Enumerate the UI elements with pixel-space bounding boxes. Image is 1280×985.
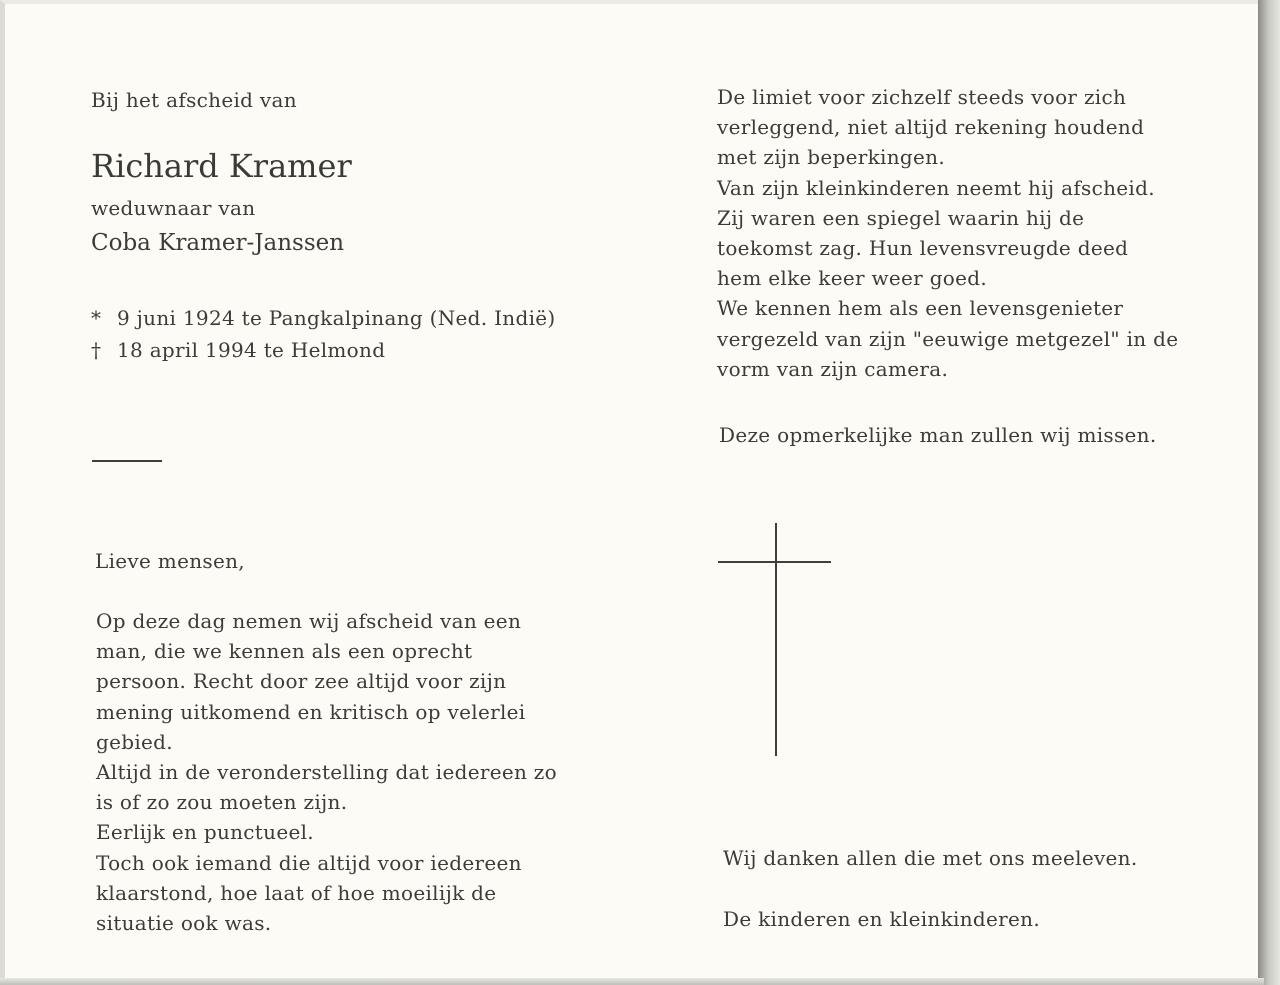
partner-name: Coba Kramer-Janssen xyxy=(91,230,345,256)
letter-body xyxy=(96,606,557,938)
tribute-line: vorm van zijn camera. xyxy=(717,356,949,381)
tribute-line: verleggend, niet altijd rekening houdend xyxy=(717,115,1145,140)
letter-line: man, die we kennen als een oprecht xyxy=(96,639,473,664)
tribute-line: De limiet voor zichzelf steeds voor zich xyxy=(717,85,1127,109)
card-bottom-edge-shadow xyxy=(0,978,1264,985)
birth-row xyxy=(91,303,556,333)
letter-line: situatie ook was. xyxy=(96,911,272,936)
intro-text: Bij het afscheid van xyxy=(91,88,297,112)
tribute-text xyxy=(717,82,1178,384)
card-right-edge-shadow xyxy=(1258,0,1280,985)
letter-line: gebied. xyxy=(96,729,173,754)
birth-asterisk-icon: * xyxy=(91,306,102,330)
tribute-line: toekomst zag. Hun levensvreugde deed xyxy=(717,236,1129,261)
tribute-line: vergezeld van zijn "eeuwige metgezel" in de xyxy=(717,326,1179,351)
letter-line: mening uitkomend en kritisch op velerlei xyxy=(96,699,526,724)
tribute-line: Van zijn kleinkinderen neemt hij afscheid. xyxy=(717,175,1155,200)
death-row xyxy=(91,335,385,365)
letter-salutation: Lieve mensen, xyxy=(95,549,245,573)
signature-text: De kinderen en kleinkinderen. xyxy=(723,907,1040,931)
cross-icon-vertical xyxy=(775,523,777,756)
letter-line: Eerlijk en punctueel. xyxy=(96,820,314,845)
tribute-closing: Deze opmerkelijke man zullen wij missen. xyxy=(719,423,1157,447)
death-dagger-icon: † xyxy=(91,338,102,362)
letter-line: Op deze dag nemen wij afscheid van een xyxy=(96,609,522,633)
separator-line xyxy=(92,460,162,462)
letter-line: persoon. Recht door zee altijd voor zijn xyxy=(96,669,507,694)
tribute-line: We kennen hem als een levensgenieter xyxy=(717,296,1124,321)
letter-line: Altijd in de veronderstelling dat iedereen zo xyxy=(96,760,557,785)
tribute-line: hem elke keer weer goed. xyxy=(717,266,988,291)
thanks-text: Wij danken allen die met ons meeleven. xyxy=(723,846,1138,870)
cross-icon-horizontal xyxy=(718,561,831,563)
letter-line: Toch ook iemand die altijd voor iedereen xyxy=(96,850,522,875)
birth-date-text: 9 juni 1924 te Pangkalpinang (Ned. Indië) xyxy=(117,306,556,330)
deceased-name: Richard Kramer xyxy=(91,147,352,185)
relation-text: weduwnaar van xyxy=(91,196,256,220)
tribute-line: Zij waren een spiegel waarin hij de xyxy=(717,205,1085,230)
letter-line: klaarstond, hoe laat of hoe moeilijk de xyxy=(96,880,497,905)
letter-line: is of zo zou moeten zijn. xyxy=(96,790,348,815)
tribute-line: met zijn beperkingen. xyxy=(717,145,945,170)
death-date-text: 18 april 1994 te Helmond xyxy=(117,338,386,362)
